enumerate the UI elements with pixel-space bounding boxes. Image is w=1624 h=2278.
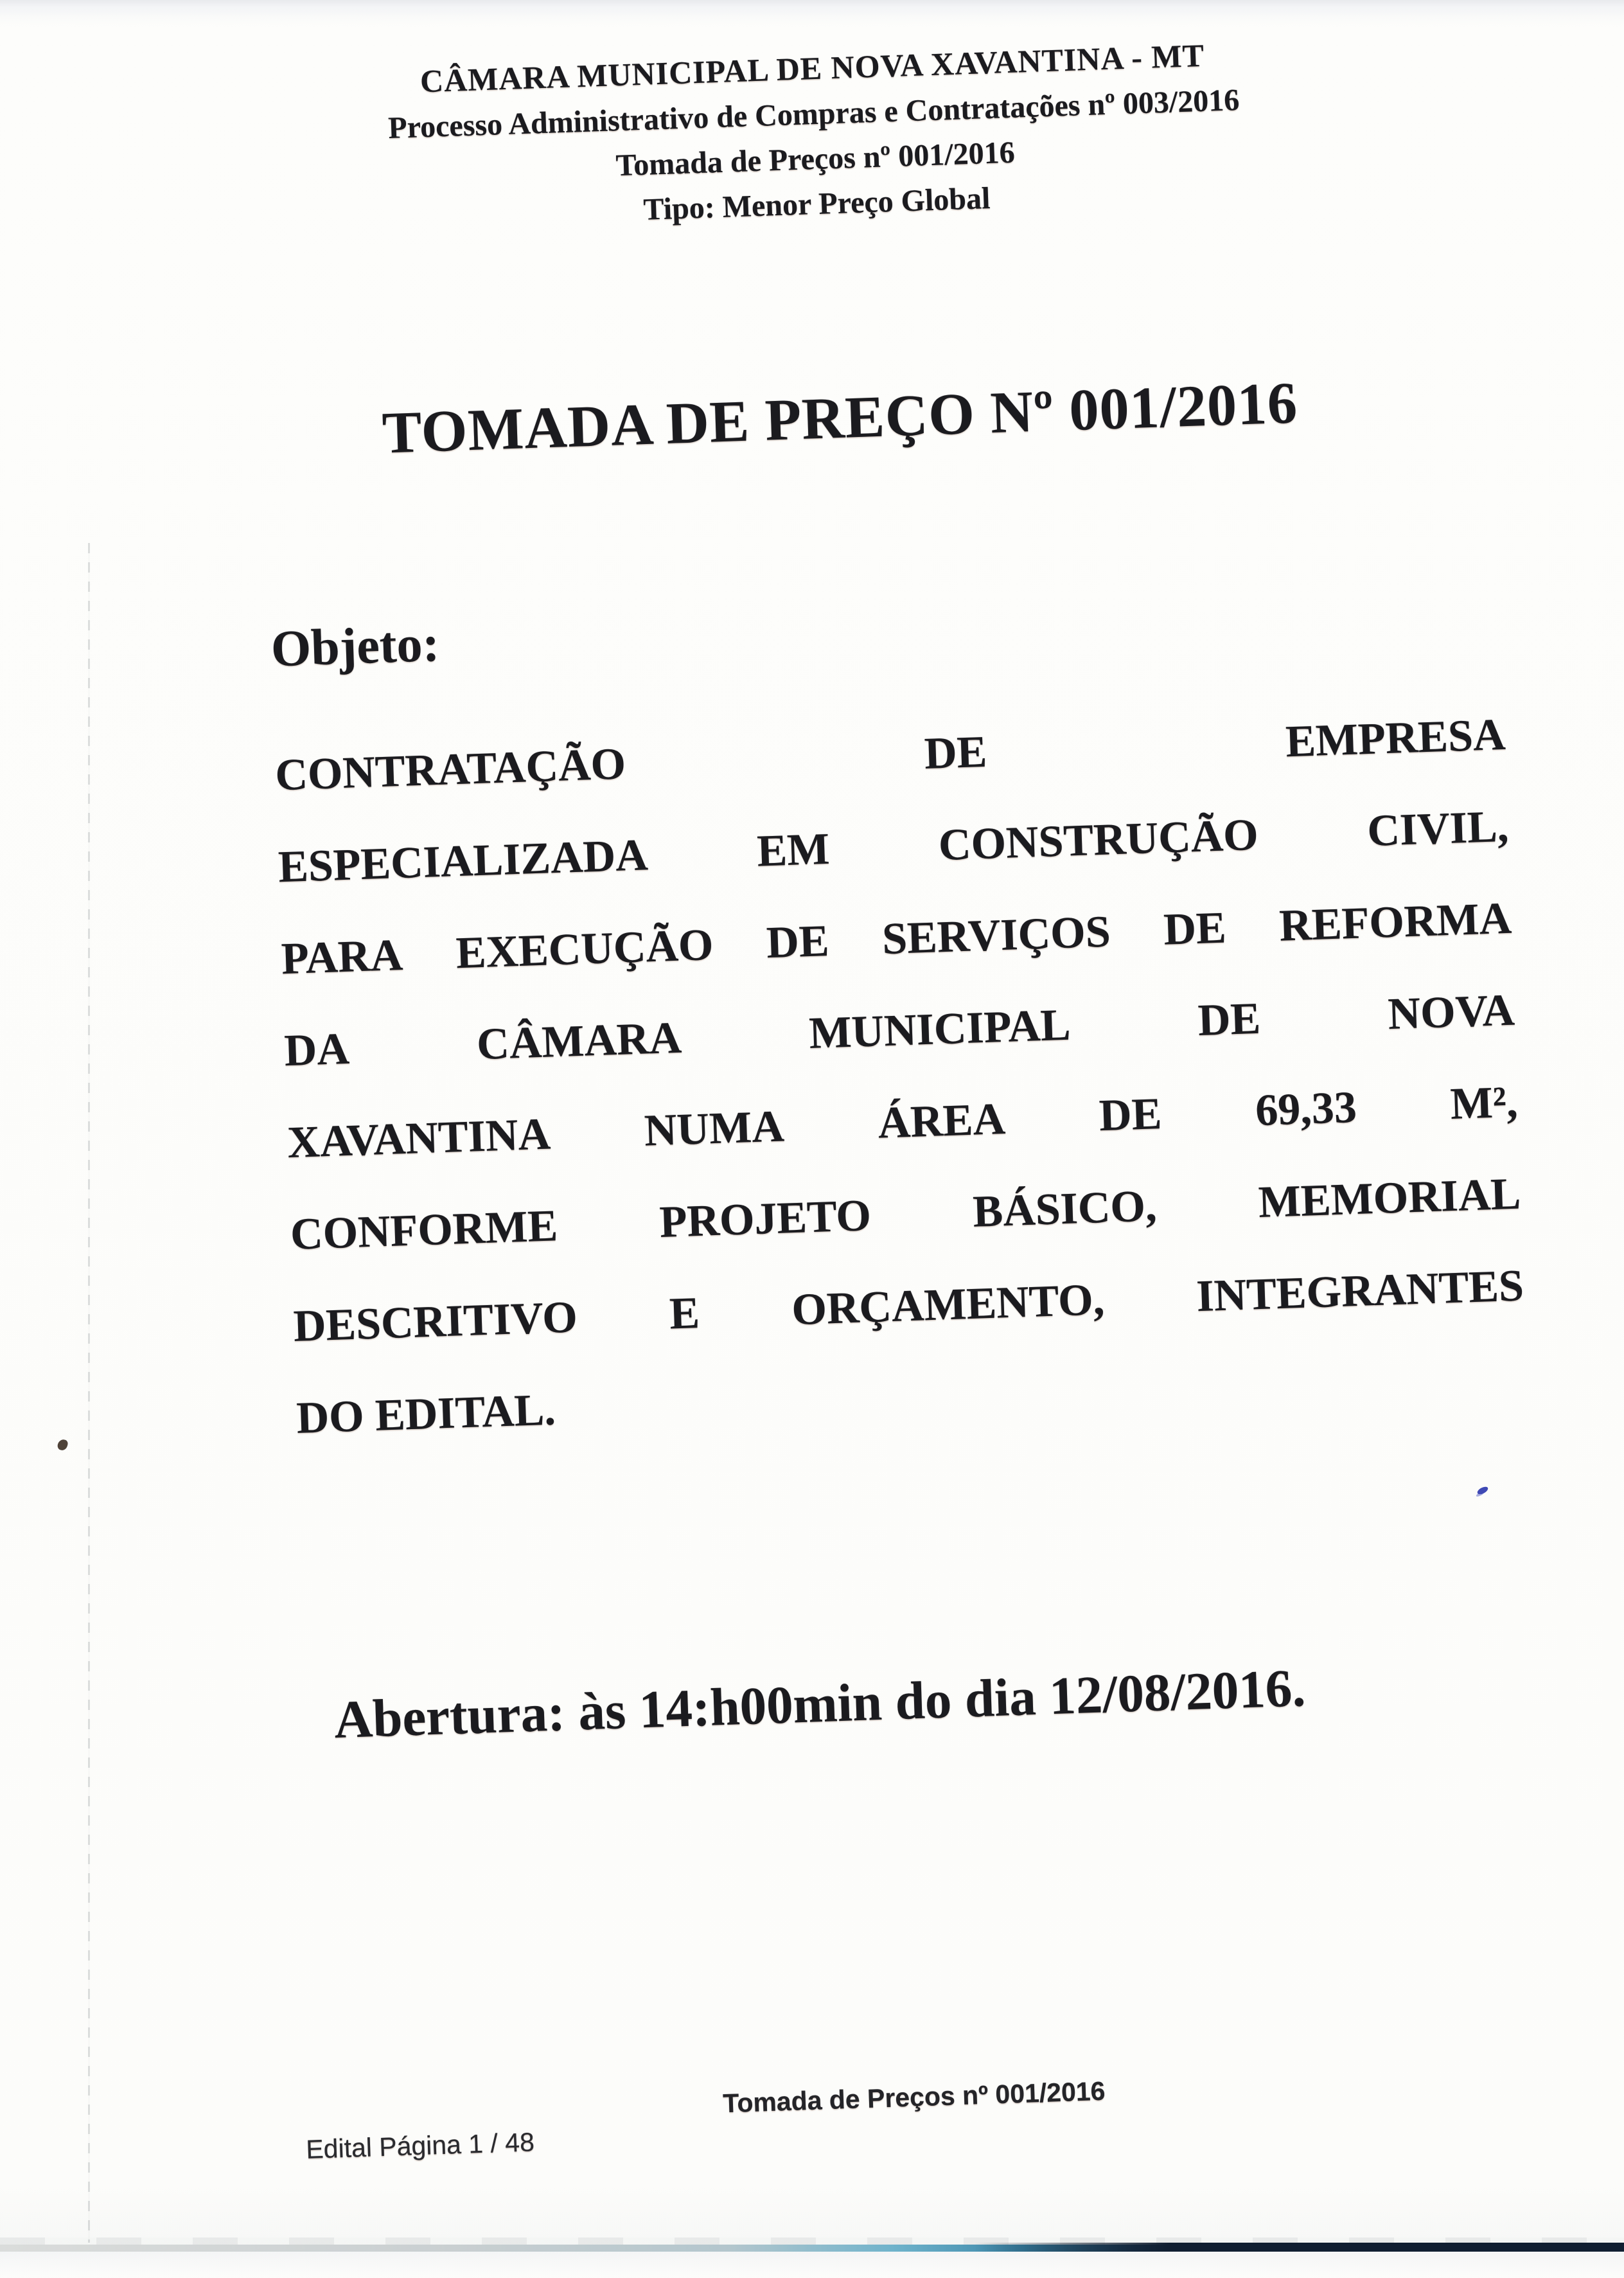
word: INTEGRANTES [1196,1260,1525,1321]
header-tender-number: Tomada de Preços nº 001/2016 [615,135,1016,183]
word: EMPRESA [1285,709,1506,767]
word: CONTRATAÇÃO [274,738,627,800]
object-label: Objeto: [270,615,441,678]
word: MEMORIAL [1257,1169,1522,1227]
word: E [668,1288,701,1339]
scan-bottom-edge-dark [975,2243,1624,2252]
header-process-number: Processo Administrativo de Compras e Contratações nº 003/2016 [387,83,1240,146]
word: SERVIÇOS [881,906,1111,964]
word: MUNICIPAL [808,1000,1072,1058]
word: CONFORME [289,1200,559,1259]
word: CÂMARA [476,1013,683,1069]
opening-date-line: Abertura: às 14:h00min do dia 12/08/2016. [333,1658,1307,1750]
word: DE [765,916,830,968]
word: NUMA [643,1101,785,1156]
word: PROJETO [658,1190,872,1247]
word: XAVANTINA [287,1109,552,1168]
scan-left-line-artifact [88,543,90,2243]
word: ESPECIALIZADA [277,830,649,892]
word: CONSTRUÇÃO [937,810,1259,870]
word: DE [1163,902,1227,955]
word: NOVA [1387,985,1515,1039]
word: ORÇAMENTO, [791,1274,1106,1335]
word: ÁREA [877,1094,1007,1148]
word: BÁSICO, [972,1180,1158,1237]
word: DE [1197,993,1262,1046]
header-tender-type: Tipo: Menor Preço Global [642,181,991,227]
footer-doc-reference: Tomada de Preços nº 001/2016 [722,2076,1106,2119]
word: M², [1449,1077,1519,1129]
word: EXECUÇÃO [455,920,714,978]
word: PARA [280,930,404,984]
word: EM [756,824,831,876]
header-org-name: CÂMARA MUNICIPAL DE NOVA XAVANTINA - MT [419,37,1205,100]
document-title: TOMADA DE PREÇO Nº 001/2016 [381,369,1299,466]
word: CIVIL, [1366,801,1510,856]
object-text-line: DO EDITAL. [296,1385,556,1443]
word: DE [1098,1089,1163,1141]
object-description [274,689,1528,1464]
footer-page-indicator: Edital Página 1 / 48 [305,2127,535,2164]
word: 69,33 [1255,1082,1357,1135]
word: DE [923,727,988,779]
word: DA [283,1024,351,1076]
word: DESCRITIVO [292,1292,578,1351]
word: REFORMA [1278,893,1513,951]
document-header [0,17,1624,254]
